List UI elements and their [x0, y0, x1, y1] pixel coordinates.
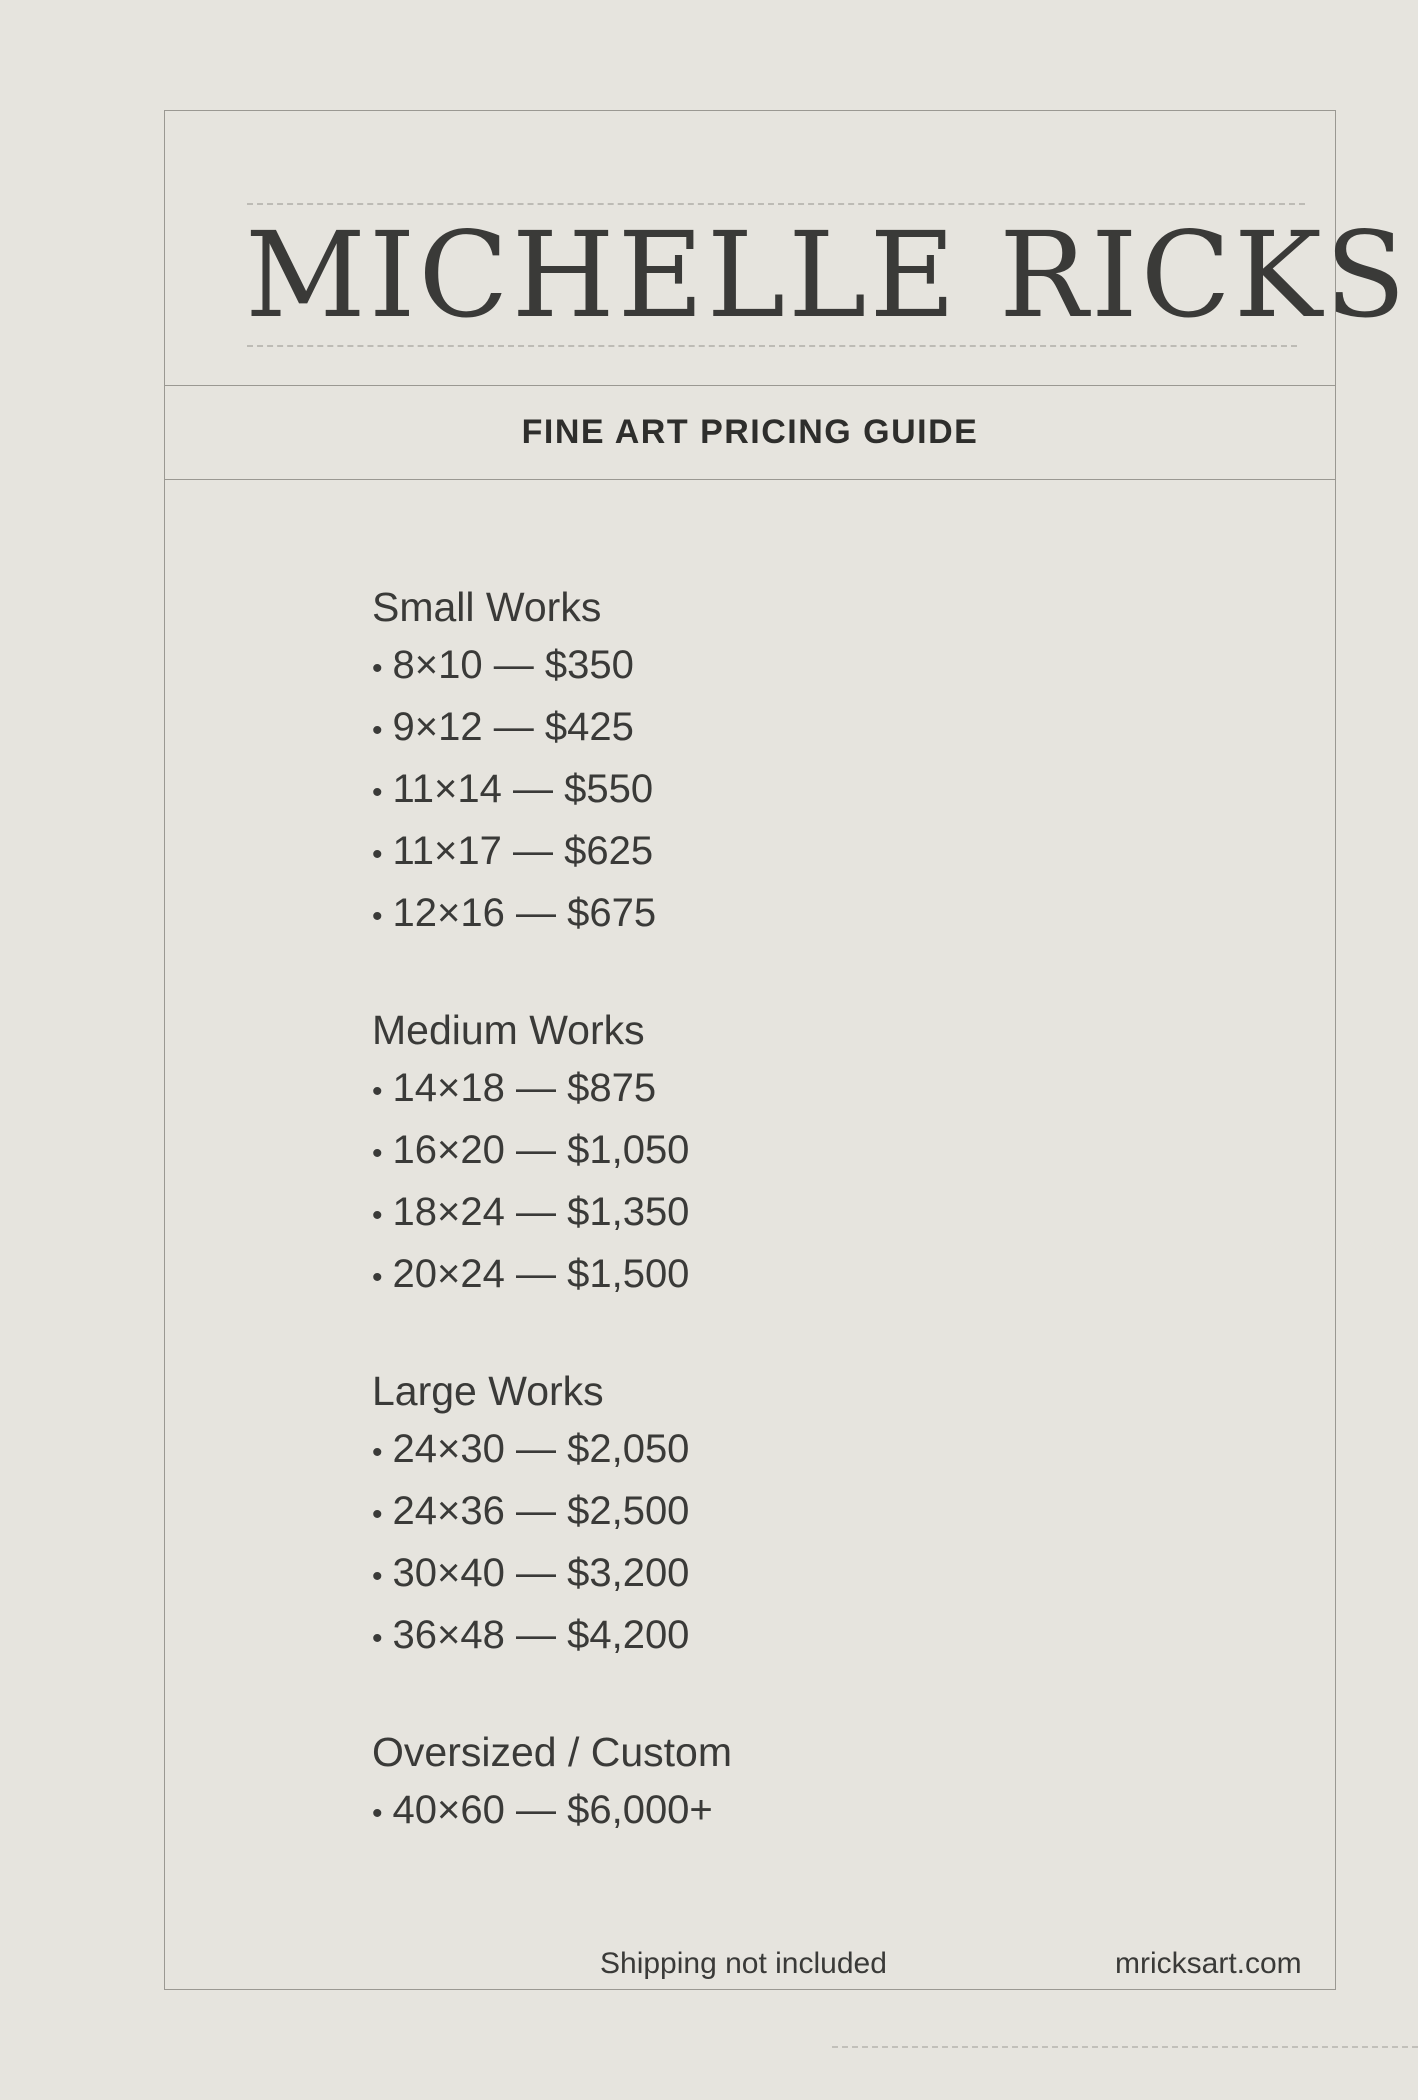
section-title: Small Works: [372, 584, 602, 630]
artist-name: MICHELLE RICKS: [245, 206, 1409, 344]
page-divider: [832, 2046, 1418, 2048]
pricing-card: [164, 110, 1409, 1990]
price-item-text: 18×24 — $1,350: [392, 1190, 690, 1234]
header-divider-bottom: [247, 345, 1297, 347]
subtitle-band: [165, 385, 1335, 480]
price-item: [372, 884, 732, 946]
header-divider-top: [247, 203, 1305, 205]
price-item: [372, 1183, 732, 1245]
bullet: •: [372, 1199, 383, 1232]
price-item-text: 8×10 — $350: [392, 643, 634, 687]
price-item: [372, 1121, 732, 1183]
price-item-text: 11×14 — $550: [392, 767, 654, 811]
website-link[interactable]: mricksart.com: [1115, 1947, 1302, 1980]
price-item-text: 16×20 — $1,050: [392, 1128, 690, 1172]
bullet: •: [372, 1137, 383, 1170]
price-item-text: 14×18 — $875: [392, 1066, 657, 1110]
bullet: •: [372, 1498, 383, 1531]
price-item-text: 9×12 — $425: [392, 705, 634, 749]
page-subtitle: FINE ART PRICING GUIDE: [521, 413, 979, 451]
bullet: •: [372, 900, 383, 933]
price-item: [372, 1781, 732, 1843]
price-item: [372, 698, 732, 760]
section-large-works: [372, 1363, 732, 1668]
price-item-text: 24×36 — $2,500: [392, 1489, 690, 1533]
bullet: •: [372, 1797, 383, 1830]
header: [165, 111, 1409, 386]
bullet: •: [372, 776, 383, 809]
price-item: [372, 822, 732, 884]
shipping-note: Shipping not included: [600, 1947, 887, 1980]
price-item: [372, 1059, 732, 1121]
price-item: [372, 760, 732, 822]
price-item: [372, 636, 732, 698]
bullet: •: [372, 652, 383, 685]
price-item-text: 11×17 — $625: [392, 829, 654, 873]
price-item-text: 36×48 — $4,200: [392, 1613, 690, 1657]
price-item: [372, 1544, 732, 1606]
bullet: •: [372, 1075, 383, 1108]
section-oversized-custom: [372, 1724, 732, 1843]
price-item: [372, 1482, 732, 1544]
section-title: Large Works: [372, 1368, 604, 1414]
bullet: •: [372, 1560, 383, 1593]
price-item-text: 12×16 — $675: [392, 891, 657, 935]
price-item-text: 24×30 — $2,050: [392, 1427, 690, 1471]
price-item-text: 40×60 — $6,000+: [392, 1788, 713, 1832]
bullet: •: [372, 838, 383, 871]
section-title: Oversized / Custom: [372, 1729, 732, 1775]
section-title: Medium Works: [372, 1007, 645, 1053]
bullet: •: [372, 714, 383, 747]
price-item-text: 30×40 — $3,200: [392, 1551, 690, 1595]
bullet: •: [372, 1261, 383, 1294]
section-small-works: [372, 579, 732, 946]
section-medium-works: [372, 1002, 732, 1307]
price-item-text: 20×24 — $1,500: [392, 1252, 690, 1296]
bullet: •: [372, 1622, 383, 1655]
price-item: [372, 1245, 732, 1307]
price-item: [372, 1606, 732, 1668]
price-list: [372, 579, 732, 1899]
price-item: [372, 1420, 732, 1482]
bullet: •: [372, 1436, 383, 1469]
